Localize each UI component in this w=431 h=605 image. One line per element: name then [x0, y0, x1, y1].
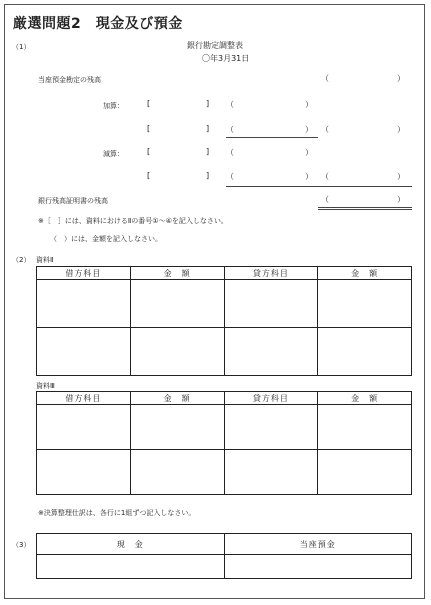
ledger-table — [36, 533, 412, 579]
table-row — [37, 555, 412, 579]
table-cell[interactable] — [318, 405, 412, 450]
reconciliation-date: 〇年3月31日 — [202, 54, 250, 63]
table-header: 金 額 — [130, 392, 224, 405]
amount-field-close[interactable]: ） — [305, 172, 313, 181]
table-cell[interactable] — [130, 405, 224, 450]
total-double-line — [318, 207, 412, 211]
amount-field-open[interactable]: （ — [321, 125, 329, 134]
number-field-close[interactable]: ] — [206, 171, 210, 180]
number-field-close[interactable]: ] — [206, 147, 210, 156]
table-cell[interactable] — [37, 328, 131, 376]
amount-field-close[interactable]: ） — [397, 195, 405, 204]
table-row — [37, 405, 412, 450]
table-cell[interactable] — [224, 555, 412, 579]
table-cell[interactable] — [224, 328, 318, 376]
table-cell[interactable] — [224, 450, 318, 495]
material-label: 資料Ⅱ — [36, 256, 54, 264]
table-header-row — [37, 392, 412, 405]
subtract-label: 減算： — [103, 150, 124, 158]
table-row — [37, 450, 412, 495]
subtotal-line — [226, 137, 318, 138]
material-label: 資料Ⅲ — [36, 382, 55, 390]
journal-table-1 — [36, 266, 412, 376]
table-header: 当座預金 — [224, 534, 412, 555]
amount-field-open[interactable]: （ — [226, 125, 234, 134]
table-cell[interactable] — [130, 280, 224, 328]
table-cell[interactable] — [37, 405, 131, 450]
number-field-close[interactable]: ] — [206, 124, 210, 133]
table-header-row — [37, 267, 412, 280]
table-header: 貸方科目 — [224, 392, 318, 405]
amount-field-open[interactable]: （ — [321, 74, 329, 83]
table-header: 貸方科目 — [224, 267, 318, 280]
note-line: （ ）には、金額を記入しなさい。 — [50, 235, 162, 243]
table-cell[interactable] — [318, 450, 412, 495]
table-row — [37, 280, 412, 328]
q2-number: （2） — [12, 256, 31, 264]
table-header: 借方科目 — [37, 392, 131, 405]
table-cell[interactable] — [37, 450, 131, 495]
amount-field-close[interactable]: ） — [397, 74, 405, 83]
table-cell[interactable] — [318, 328, 412, 376]
note-line: ※［ ］には、資料におけるⅡの番号①～④を記入しなさい。 — [38, 217, 228, 225]
table-header: 金 額 — [130, 267, 224, 280]
amount-field-close[interactable]: ） — [397, 172, 405, 181]
table-cell[interactable] — [130, 328, 224, 376]
table-header-row — [37, 534, 412, 555]
add-label: 加算： — [103, 102, 124, 110]
table-header: 金 額 — [318, 267, 412, 280]
amount-field-open[interactable]: （ — [321, 195, 329, 204]
number-field-close[interactable]: ] — [206, 99, 210, 108]
journal-table-2 — [36, 391, 412, 495]
amount-field-close[interactable]: ） — [305, 125, 313, 134]
q3-number: （3） — [12, 541, 31, 549]
amount-field-close[interactable]: ） — [397, 125, 405, 134]
table-cell[interactable] — [130, 450, 224, 495]
table-cell[interactable] — [318, 280, 412, 328]
table-header: 借方科目 — [37, 267, 131, 280]
amount-field-open[interactable]: （ — [321, 172, 329, 181]
balance-label: 当座預金勘定の残高 — [38, 76, 101, 84]
subtotal-line — [226, 186, 412, 187]
q1-number: （1） — [12, 43, 31, 51]
number-field-open[interactable]: [ — [147, 171, 151, 180]
page-title: 厳選問題2 現金及び預金 — [13, 16, 183, 32]
table-row — [37, 328, 412, 376]
table-cell[interactable] — [224, 280, 318, 328]
amount-field-open[interactable]: （ — [226, 100, 234, 109]
amount-field-open[interactable]: （ — [226, 148, 234, 157]
table-cell[interactable] — [37, 555, 225, 579]
journal-note: ※決算整理仕訳は、各行に1組ずつ記入しなさい。 — [38, 509, 196, 517]
reconciliation-heading: 銀行勘定調整表 — [187, 41, 243, 50]
table-cell[interactable] — [37, 280, 131, 328]
number-field-open[interactable]: [ — [147, 124, 151, 133]
number-field-open[interactable]: [ — [147, 99, 151, 108]
bank-balance-label: 銀行残高証明書の残高 — [38, 197, 108, 205]
amount-field-close[interactable]: ） — [305, 100, 313, 109]
amount-field-open[interactable]: （ — [226, 172, 234, 181]
table-header: 現 金 — [37, 534, 225, 555]
table-header: 金 額 — [318, 392, 412, 405]
amount-field-close[interactable]: ） — [305, 148, 313, 157]
number-field-open[interactable]: [ — [147, 147, 151, 156]
table-cell[interactable] — [224, 405, 318, 450]
